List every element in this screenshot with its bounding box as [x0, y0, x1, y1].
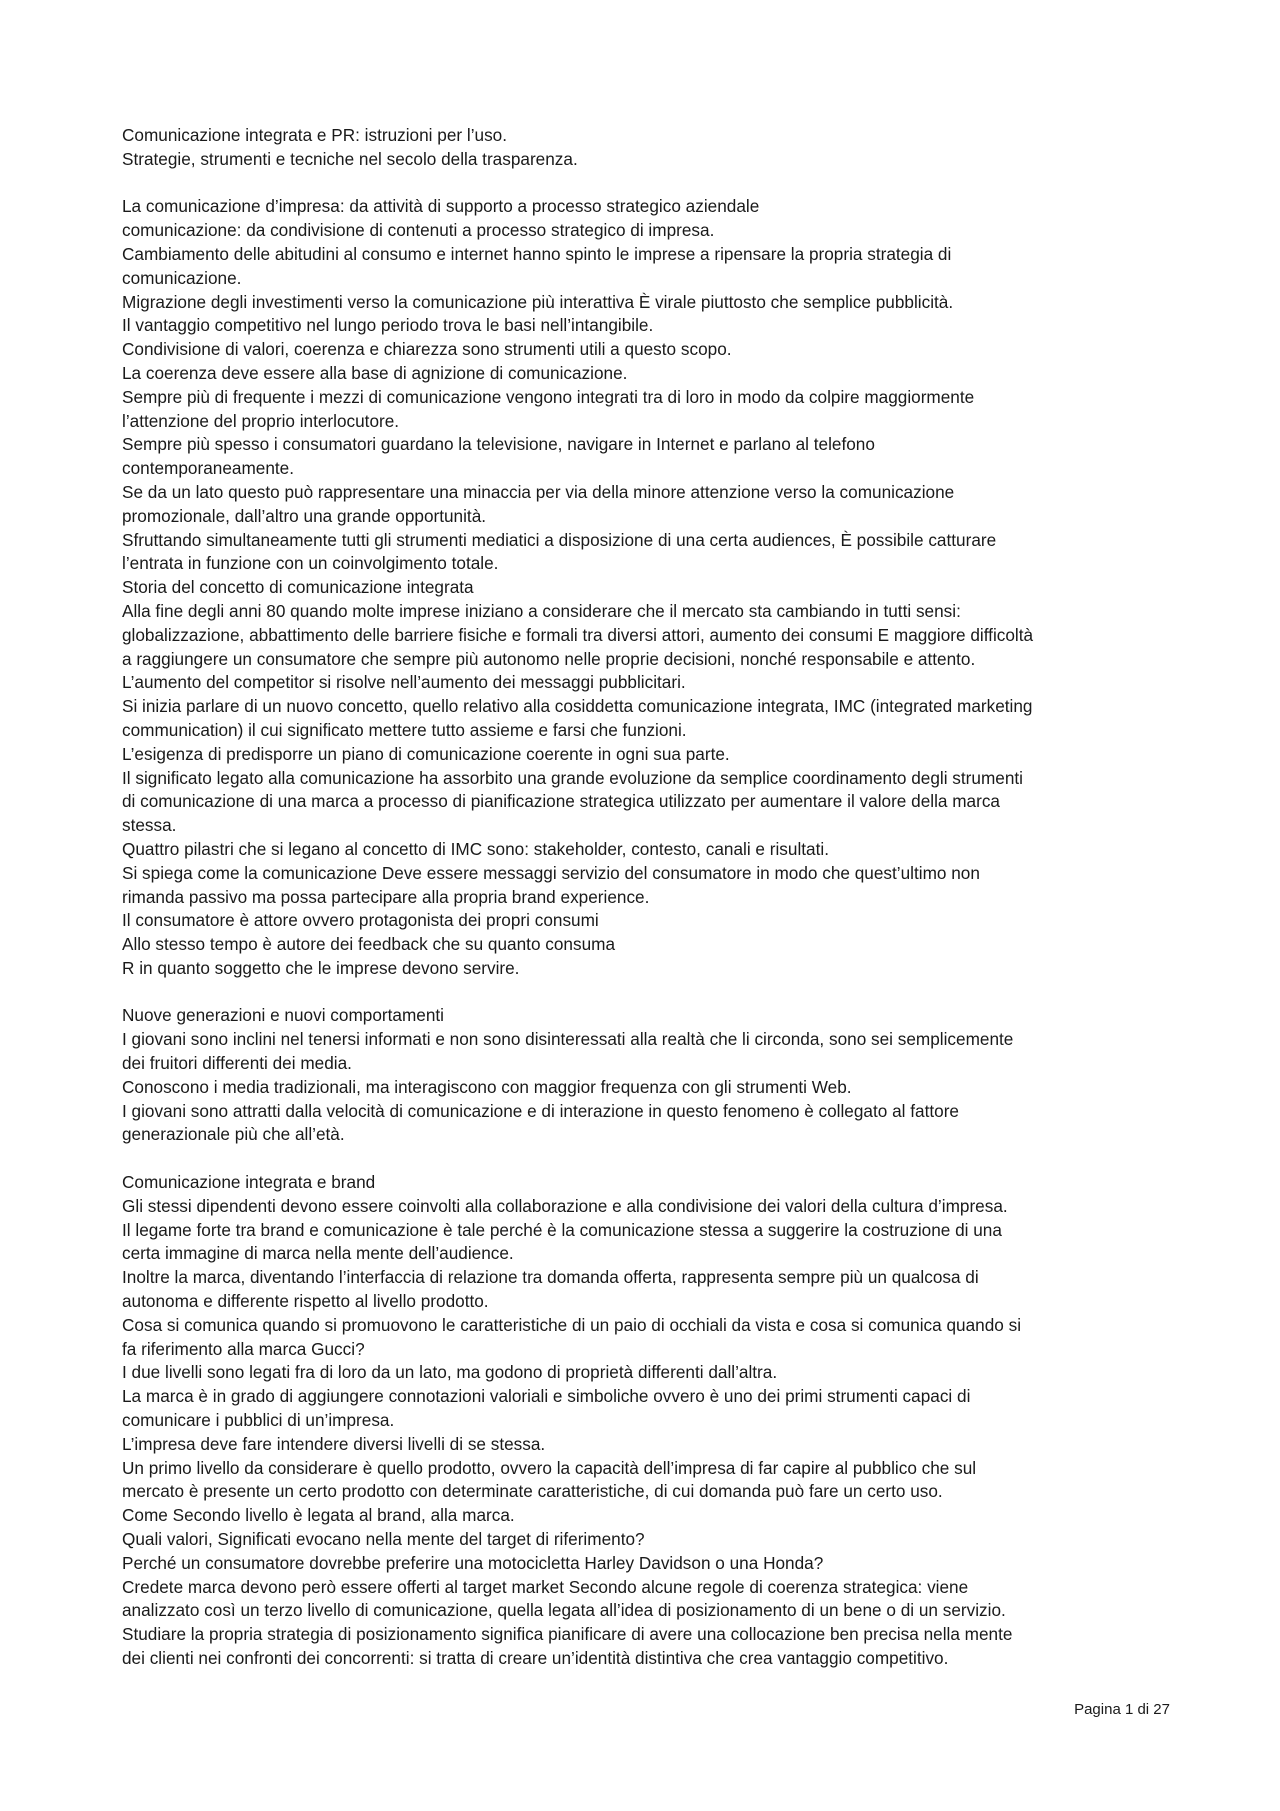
- text-line: comunicazione.: [122, 267, 242, 288]
- text-line: Comunicazione integrata e brand: [122, 1172, 376, 1193]
- text-line: La comunicazione d’impresa: da attività di supporto a processo strategico aziendale: [122, 196, 760, 217]
- text-line: globalizzazione, abbattimento delle barriere fisiche e formali tra diversi attori, aumento dei consumi E maggiore difficoltà: [122, 624, 1034, 645]
- text-line: Allo stesso tempo è autore dei feedback che su quanto consuma: [122, 934, 616, 955]
- text-line: Migrazione degli investimenti verso la comunicazione più interattiva È virale piuttosto che semplice pubblicità.: [122, 291, 954, 312]
- text-line: Il consumatore è attore ovvero protagonista dei propri consumi: [122, 910, 599, 931]
- text-line: mercato è presente un certo prodotto con determinate caratteristiche, di cui domanda può fare un certo uso.: [122, 1481, 943, 1502]
- text-line: autonoma e differente rispetto al livello prodotto.: [122, 1291, 489, 1312]
- text-line: rimanda passivo ma possa partecipare alla propria brand experience.: [122, 886, 650, 907]
- text-line: Credete marca devono però essere offerti al target market Secondo alcune regole di coerenza strategica: viene: [122, 1576, 969, 1597]
- text-line: Strategie, strumenti e tecniche nel secolo della trasparenza.: [122, 148, 578, 169]
- text-line: La coerenza deve essere alla base di agnizione di comunicazione.: [122, 362, 628, 383]
- text-line: I giovani sono attratti dalla velocità di comunicazione e di interazione in questo fenomeno è collegato al fattore: [122, 1100, 959, 1121]
- text-line: Il significato legato alla comunicazione ha assorbito una grande evoluzione da semplice coordinamento degli strumenti: [122, 767, 1023, 788]
- text-line: Perché un consumatore dovrebbe preferire una motocicletta Harley Davidson o una Honda?: [122, 1552, 824, 1573]
- text-line: Il vantaggio competitivo nel lungo periodo trova le basi nell’intangibile.: [122, 315, 654, 336]
- text-line: Comunicazione integrata e PR: istruzioni per l’uso.: [122, 125, 507, 145]
- text-line: Cosa si comunica quando si promuovono le caratteristiche di un paio di occhiali da vista e cosa si comunica quando si: [122, 1314, 1022, 1335]
- text-line: Gli stessi dipendenti devono essere coinvolti alla collaborazione e alla condivisione dei valori della cultura d’impresa.: [122, 1195, 1008, 1216]
- text-line: Cambiamento delle abitudini al consumo e internet hanno spinto le imprese a ripensare la propria strategia di: [122, 243, 952, 264]
- text-line: I due livelli sono legati fra di loro da un lato, ma godono di proprietà differenti dall’altra.: [122, 1362, 778, 1383]
- text-line: L’esigenza di predisporre un piano di comunicazione coerente in ogni sua parte.: [122, 743, 730, 764]
- text-line: stessa.: [122, 815, 177, 836]
- text-line: Si spiega come la comunicazione Deve essere messaggi servizio del consumatore in modo che quest’ultimo non: [122, 862, 980, 883]
- text-line: di comunicazione di una marca a processo di pianificazione strategica utilizzato per aumentare il valore della marca: [122, 791, 1000, 812]
- text-line: Alla fine degli anni 80 quando molte imprese iniziano a considerare che il mercato sta cambiando in tutti sensi:: [122, 600, 961, 621]
- text-line: dei fruitori differenti dei media.: [122, 1053, 352, 1074]
- text-line: contemporaneamente.: [122, 458, 294, 479]
- text-line: Studiare la propria strategia di posizionamento significa pianificare di avere una collocazione ben precisa nella mente: [122, 1624, 1013, 1645]
- text-line: I giovani sono inclini nel tenersi informati e non sono disinteressati alla realtà che li circonda, sono sei semplicemente: [122, 1029, 1014, 1050]
- text-line: Un primo livello da considerare è quello prodotto, ovvero la capacità dell’impresa di far capire al pubblico che sul: [122, 1457, 977, 1478]
- text-line: l’attenzione del proprio interlocutore.: [122, 410, 400, 431]
- text-line: Se da un lato questo può rappresentare una minaccia per via della minore attenzione verso la comunicazione: [122, 481, 955, 502]
- text-line: Condivisione di valori, coerenza e chiarezza sono strumenti utili a questo scopo.: [122, 339, 732, 360]
- text-line: generazionale più che all’età.: [122, 1124, 345, 1145]
- text-line: L’aumento del competitor si risolve nell’aumento dei messaggi pubblicitari.: [122, 672, 686, 693]
- text-line: Storia del concetto di comunicazione integrata: [122, 577, 474, 598]
- text-line: Si inizia parlare di un nuovo concetto, quello relativo alla cosiddetta comunicazione integrata, IMC (integrated marketing: [122, 696, 1033, 717]
- text-line: L’impresa deve fare intendere diversi livelli di se stessa.: [122, 1433, 546, 1454]
- text-line: communication) il cui significato mettere tutto assieme e farsi che funzioni.: [122, 719, 687, 740]
- text-line: a raggiungere un consumatore che sempre più autonomo nelle proprie decisioni, nonché responsabile e attento.: [122, 648, 976, 669]
- text-line: Quattro pilastri che si legano al concetto di IMC sono: stakeholder, contesto, canali e risultati.: [122, 838, 829, 859]
- text-line: Sempre più di frequente i mezzi di comunicazione vengono integrati tra di loro in modo da colpire maggiormente: [122, 386, 975, 407]
- text-line: Sempre più spesso i consumatori guardano la televisione, navigare in Internet e parlano al telefono: [122, 434, 875, 455]
- text-line: Il legame forte tra brand e comunicazione è tale perché è la comunicazione stessa a suggerire la costruzione di una: [122, 1219, 1002, 1240]
- text-line: comunicazione: da condivisione di contenuti a processo strategico di impresa.: [122, 220, 715, 241]
- text-line: R in quanto soggetto che le imprese devono servire.: [122, 957, 520, 978]
- text-line: promozionale, dall’altro una grande opportunità.: [122, 505, 487, 526]
- text-line: Inoltre la marca, diventando l’interfaccia di relazione tra domanda offerta, rappresenta sempre più un qualcosa di: [122, 1267, 979, 1288]
- blank-line: [122, 1147, 1172, 1171]
- text-line: Nuove generazioni e nuovi comportamenti: [122, 1005, 444, 1026]
- text-line: Sfruttando simultaneamente tutti gli strumenti mediatici a disposizione di una certa audiences, È possibile catturare: [122, 529, 997, 550]
- text-line: certa immagine di marca nella mente dell’audience.: [122, 1243, 514, 1264]
- blank-line: [122, 172, 1172, 196]
- text-line: l’entrata in funzione con un coinvolgimento totale.: [122, 553, 499, 574]
- text-line: Come Secondo livello è legata al brand, alla marca.: [122, 1505, 515, 1526]
- text-line: comunicare i pubblici di un’impresa.: [122, 1410, 395, 1431]
- text-line: La marca è in grado di aggiungere connotazioni valoriali e simboliche ovvero è uno dei primi strumenti capaci di: [122, 1386, 971, 1407]
- text-line: analizzato così un terzo livello di comunicazione, quella legata all’idea di posizionamento di un bene o di un servizio.: [122, 1600, 1006, 1621]
- text-line: dei clienti nei confronti dei concorrenti: si tratta di creare un’identità distintiva che crea vantaggio competitivo.: [122, 1648, 949, 1668]
- text-line: Quali valori, Significati evocano nella mente del target di riferimento?: [122, 1529, 645, 1550]
- blank-line: [122, 981, 1172, 1005]
- text-line: Conoscono i media tradizionali, ma interagiscono con maggior frequenza con gli strumenti Web.: [122, 1076, 852, 1097]
- page-number: Pagina 1 di 27: [1074, 1701, 1170, 1718]
- document-body: [122, 124, 1172, 1671]
- text-line: fa riferimento alla marca Gucci?: [122, 1338, 365, 1359]
